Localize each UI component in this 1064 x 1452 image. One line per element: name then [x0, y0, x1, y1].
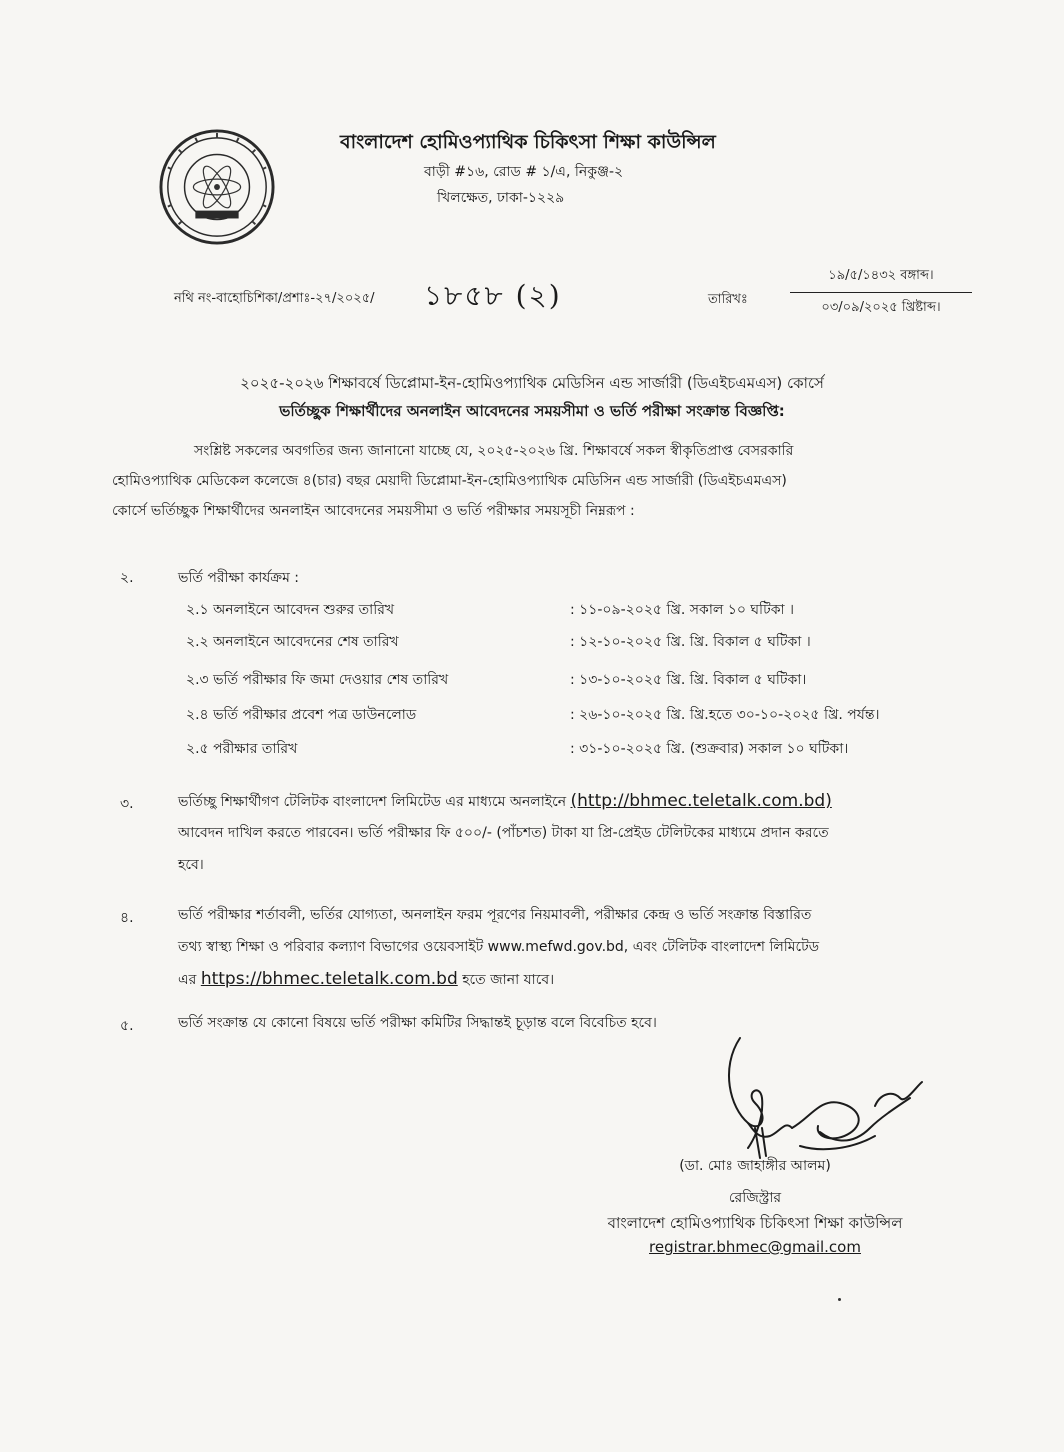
- schedule-label: ২.৫ পরীক্ষার তারিখ: [186, 741, 298, 757]
- schedule-label: ২.৩ ভর্তি পরীক্ষার ফি জমা দেওয়ার শেষ তারিখ: [186, 672, 449, 688]
- section-4-number: ৪.: [120, 910, 134, 926]
- schedule-value: : ১৩-১০-২০২৫ খ্রি. খ্রি. বিকাল ৫ ঘটিকা।: [570, 672, 807, 688]
- section-3-number: ৩.: [120, 796, 134, 812]
- section-4-line-2: তথ্য স্বাস্থ্য শিক্ষা ও পরিবার কল্যাণ বিভাগের ওয়েবসাইট www.mefwd.gov.bd, এবং টেলিটক বাংলাদেশ লিমিটেড: [178, 939, 820, 955]
- address-line-1: বাড়ী #১৬, রোড # ১/এ, নিকুঞ্জ-২: [424, 164, 624, 180]
- section-3-line-3: হবে।: [178, 857, 204, 873]
- schedule-value: : ১২-১০-২০২৫ খ্রি. খ্রি. বিকাল ৫ ঘটিকা ।: [570, 634, 811, 650]
- schedule-label: ২.২ অনলাইনে আবেদনের শেষ তারিখ: [186, 634, 399, 650]
- intro-line-1: সংশ্লিষ্ট সকলের অবগতির জন্য জানানো যাচ্ছে যে, ২০২৫-২০২৬ খ্রি. শিক্ষাবর্ষে সকল স্বীকৃতিপ্রাপ্ত বেসরকারি: [194, 443, 794, 459]
- section-2-number: ২.: [120, 570, 134, 586]
- handwritten-signature: [700, 1028, 930, 1168]
- schedule-value: : ১১-০৯-২০২৫ খ্রি. সকাল ১০ ঘটিকা ।: [570, 602, 795, 618]
- section-5-number: ৫.: [120, 1018, 134, 1034]
- section-4-suffix: হতে জানা যাবে।: [462, 972, 555, 988]
- section-3-text: ভর্তিচ্ছু শিক্ষার্থীগণ টেলিটক বাংলাদেশ লিমিটেড এর মাধ্যমে অনলাইনে: [178, 794, 567, 810]
- teletalk-https-link[interactable]: https://bhmec.teletalk.com.bd: [200, 969, 458, 989]
- section-4-line-1: ভর্তি পরীক্ষার শর্তাবলী, ভর্তির যোগ্যতা, অনলাইন ফরম পূরণের নিয়মাবলী, পরীক্ষার কেন্দ্র ও ভর্তি সংক্রান্ত বিস্তারিত: [178, 907, 812, 923]
- teletalk-link[interactable]: (http://bhmec.teletalk.com.bd): [570, 791, 832, 811]
- schedule-label: ২.১ অনলাইনে আবেদন শুরুর তারিখ: [186, 602, 395, 618]
- intro-paragraph: [178, 436, 1022, 466]
- date-gregorian: ০৩/০৯/২০২৫ খ্রিষ্টাব্দ।: [821, 300, 941, 315]
- schedule-value: : ২৬-১০-২০২৫ খ্রি. খ্রি.হতে ৩০-১০-২০২৫ খ্রি. পর্যন্ত।: [570, 707, 880, 723]
- council-seal-icon: [158, 128, 276, 246]
- signer-organization: বাংলাদেশ হোমিওপ্যাথিক চিকিৎসা শিক্ষা কাউন্সিল: [607, 1214, 903, 1232]
- date-divider: [790, 292, 972, 293]
- section-4-prefix: এর: [178, 972, 197, 988]
- intro-line-2: হোমিওপ্যাথিক মেডিকেল কলেজে ৪(চার) বছর মেয়াদী ডিপ্লোমা-ইন-হোমিওপ্যাথিক মেডিসিন এন্ড সার্জারী (ডিএইচএমএস): [112, 473, 787, 489]
- section-3-line-2: আবেদন দাখিল করতে পারবেন। ভর্তি পরীক্ষার ফি ৫০০/- (পাঁচশত) টাকা যা প্রি-প্রেইড টেলিটকের মাধ্যমে প্রদান করতে: [178, 825, 829, 841]
- section-2-heading: ভর্তি পরীক্ষা কার্যক্রম :: [178, 570, 300, 586]
- signer-name: (ডা. মোঃ জাহাঙ্গীর আলম): [679, 1158, 831, 1174]
- scan-speck: [838, 1298, 841, 1301]
- date-block: [790, 266, 972, 319]
- schedule-value: : ৩১-১০-২০২৫ খ্রি. (শুক্রবার) সকাল ১০ ঘটিকা।: [570, 741, 849, 757]
- section-4-line-3: [178, 964, 1022, 995]
- date-label: তারিখঃ: [708, 292, 748, 307]
- notice-title-line-1: ২০২৫-২০২৬ শিক্ষাবর্ষে ডিপ্লোমা-ইন-হোমিওপ্যাথিক মেডিসিন এন্ড সার্জারী (ডিএইচএমএস) কোর্সে: [240, 374, 824, 392]
- intro-line-3: কোর্সে ভর্তিচ্ছুক শিক্ষার্থীদের অনলাইন আবেদনের সময়সীমা ও ভর্তি পরীক্ষার সময়সূচী নিম্নরূপ :: [112, 503, 635, 519]
- signer-email-line: [560, 1238, 950, 1256]
- registrar-email-link[interactable]: registrar.bhmec@gmail.com: [649, 1238, 861, 1256]
- schedule-label: ২.৪ ভর্তি পরীক্ষার প্রবেশ পত্র ডাউনলোড: [186, 707, 417, 723]
- section-3-line-1: [178, 786, 1022, 817]
- notice-title-line-2: ভর্তিচ্ছুক শিক্ষার্থীদের অনলাইন আবেদনের সময়সীমা ও ভর্তি পরীক্ষা সংক্রান্ত বিজ্ঞপ্তি:: [279, 402, 785, 420]
- memo-handwritten-number: ১৮৫৮ (২): [424, 279, 562, 312]
- date-bangla: ১৯/৫/১৪৩২ বঙ্গাব্দ।: [828, 268, 934, 283]
- memo-reference-prefix: নথি নং-বাহোচিশিকা/প্রশাঃ-২৭/২০২৫/: [174, 291, 375, 306]
- organization-name: বাংলাদেশ হোমিওপ্যাথিক চিকিৎসা শিক্ষা কাউন্সিল: [340, 131, 716, 153]
- signer-designation: রেজিস্ট্রার: [728, 1190, 782, 1206]
- address-line-2: খিলক্ষেত, ঢাকা-১২২৯: [437, 190, 565, 206]
- section-5-text: ভর্তি সংক্রান্ত যে কোনো বিষয়ে ভর্তি পরীক্ষা কমিটির সিদ্ধান্তই চূড়ান্ত বলে বিবেচিত হবে।: [178, 1015, 657, 1031]
